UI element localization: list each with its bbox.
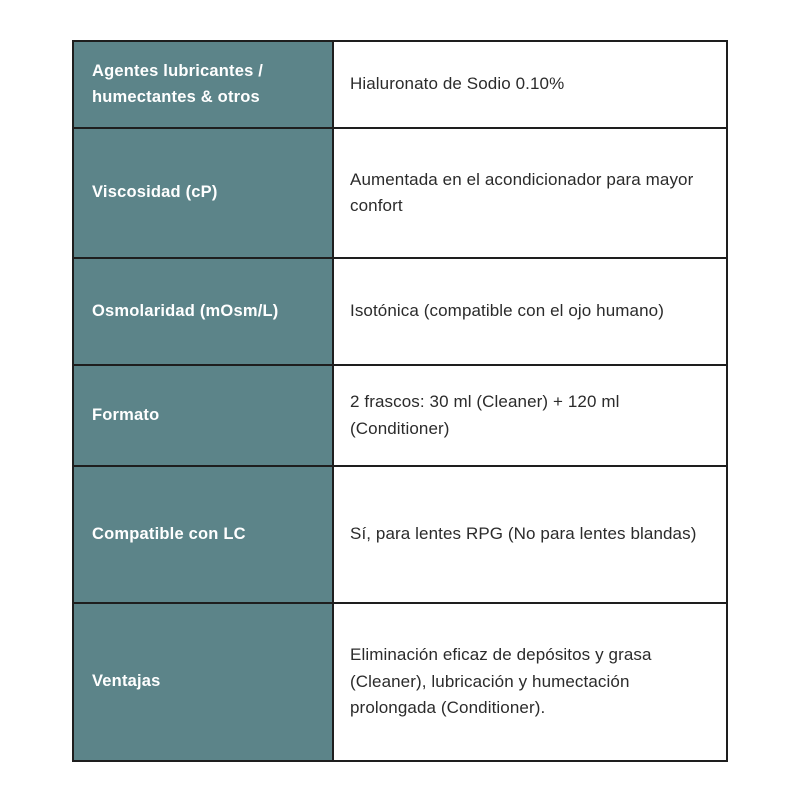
row-value: Hialuronato de Sodio 0.10% xyxy=(350,74,565,94)
table-row xyxy=(74,465,726,602)
row-label-cell xyxy=(74,259,334,364)
row-label: Osmolaridad (mOsm/L) xyxy=(92,301,279,320)
row-label: Agentes lubricantes / humectantes & otros xyxy=(92,61,264,106)
row-value: Aumentada en el acondicionador para mayor confort xyxy=(350,169,694,215)
row-label-cell xyxy=(74,467,334,602)
row-value-cell xyxy=(334,129,726,257)
row-label: Viscosidad (cP) xyxy=(92,183,218,202)
row-label-cell xyxy=(74,42,334,127)
row-value-cell xyxy=(334,366,726,465)
row-label: Compatible con LC xyxy=(92,524,246,543)
row-value-cell xyxy=(334,467,726,602)
row-value-cell xyxy=(334,259,726,364)
row-label-cell xyxy=(74,129,334,257)
table-row xyxy=(74,127,726,257)
table-row xyxy=(74,42,726,127)
row-value: Sí, para lentes RPG (No para lentes blandas) xyxy=(350,524,697,544)
row-label: Ventajas xyxy=(92,672,161,691)
table-row xyxy=(74,602,726,760)
row-label: Formato xyxy=(92,405,160,424)
row-value-cell xyxy=(334,604,726,760)
table-row xyxy=(74,257,726,364)
spec-table xyxy=(72,40,728,762)
row-value-cell xyxy=(334,42,726,127)
row-value: 2 frascos: 30 ml (Cleaner) + 120 ml (Conditioner) xyxy=(350,392,620,438)
row-label-cell xyxy=(74,604,334,760)
row-value: Isotónica (compatible con el ojo humano) xyxy=(350,301,664,321)
row-value: Eliminación eficaz de depósitos y grasa (Cleaner), lubricación y humectación prolongada (Conditioner). xyxy=(350,645,652,718)
row-label-cell xyxy=(74,366,334,465)
table-row xyxy=(74,364,726,465)
